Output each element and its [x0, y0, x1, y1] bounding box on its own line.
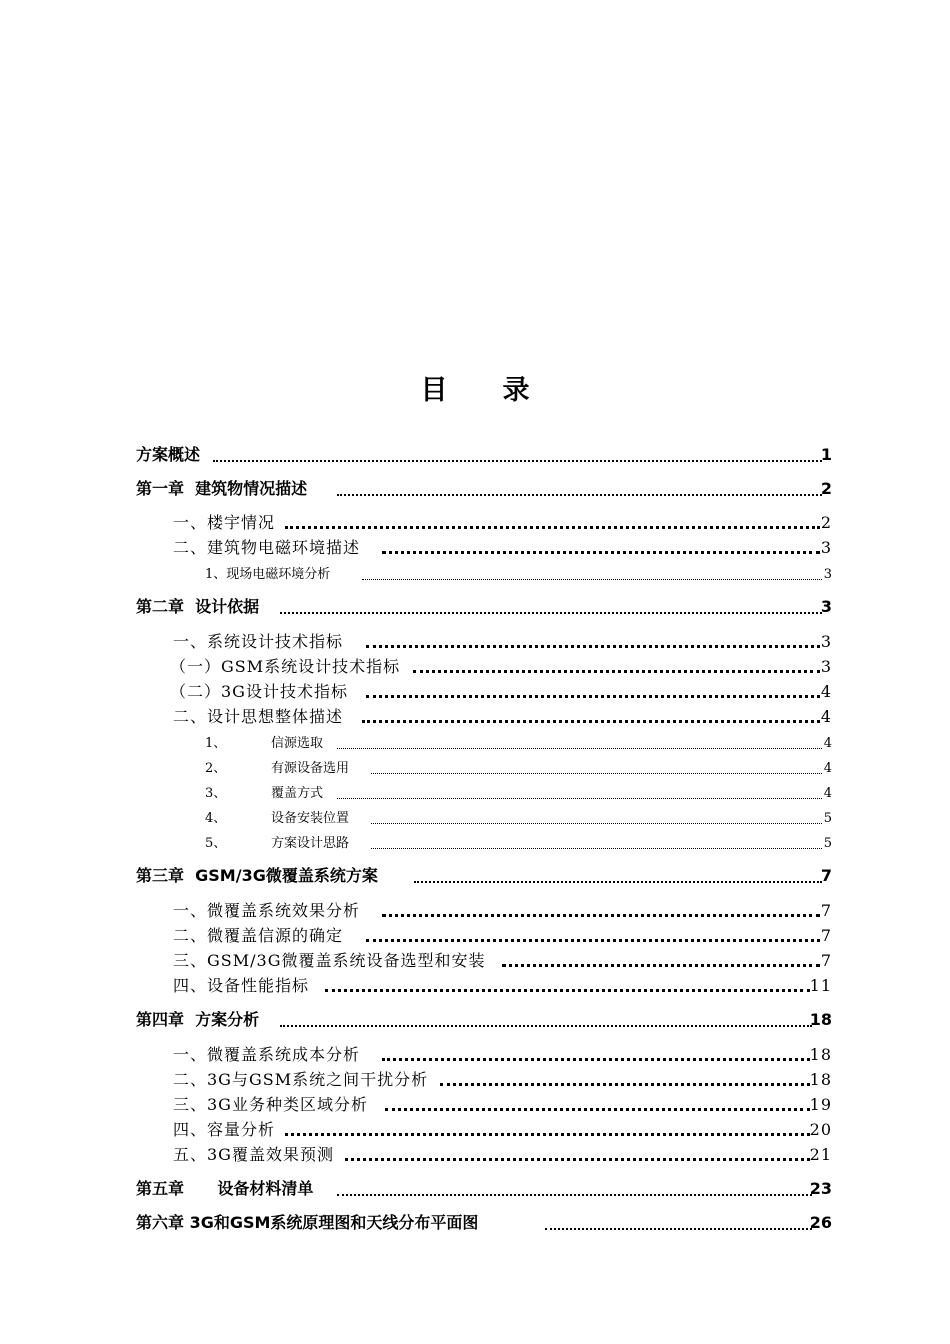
toc-leader — [362, 720, 820, 723]
toc-entry[interactable] — [0, 478, 950, 500]
toc-entry-text: 四、容量分析 — [173, 1120, 276, 1139]
toc-page-number: 5 — [823, 811, 832, 826]
toc-page-number: 3 — [820, 632, 832, 651]
toc-page-number: 18 — [809, 1070, 832, 1089]
toc-page-number: 18 — [809, 1045, 832, 1064]
toc-page-number: 3 — [823, 567, 832, 582]
toc-entry-text: 方案设计思路 — [271, 836, 350, 851]
toc-entry-text: 第六章 3G和GSM系统原理图和天线分布平面图 — [136, 1213, 479, 1232]
toc-leader — [371, 823, 822, 824]
toc-leader — [337, 1194, 812, 1196]
toc-entry[interactable] — [0, 831, 950, 853]
toc-leader — [502, 964, 820, 967]
toc-entry[interactable] — [0, 1044, 950, 1066]
toc-page-number: 7 — [820, 926, 832, 945]
toc-leader — [371, 773, 822, 774]
toc-entry-text: 二、设计思想整体描述 — [173, 707, 344, 726]
toc-leader — [382, 914, 820, 917]
toc-entry[interactable] — [0, 1094, 950, 1116]
toc-leader — [371, 848, 822, 849]
toc-entry-text: 方案概述 — [136, 445, 201, 464]
toc-entry[interactable] — [0, 631, 950, 653]
toc-entry[interactable] — [0, 756, 950, 778]
toc-entry[interactable] — [0, 681, 950, 703]
toc-leader — [382, 1058, 810, 1061]
toc-entry-text: 一、微覆盖系统效果分析 — [173, 901, 361, 920]
toc-page-number: 23 — [809, 1179, 832, 1198]
toc-entry[interactable] — [0, 512, 950, 534]
toc-leader — [366, 645, 820, 648]
toc-entry-text: 第三章 GSM/3G微覆盖系统方案 — [136, 866, 378, 885]
toc-entry-text: 第五章 设备材料清单 — [136, 1179, 314, 1198]
toc-page-number: 4 — [823, 786, 832, 801]
toc-page-number: 7 — [820, 866, 832, 885]
toc-page-number: 4 — [820, 707, 832, 726]
toc-entry-text: 一、微覆盖系统成本分析 — [173, 1045, 361, 1064]
toc-page-number: 20 — [809, 1120, 832, 1139]
toc-page-number: 2 — [820, 513, 832, 532]
toc-entry-text: 设备安装位置 — [271, 811, 350, 826]
toc-entry-number: 5、 — [205, 836, 227, 851]
toc-leader — [362, 579, 822, 580]
toc-leader — [337, 798, 822, 799]
toc-entry-text: 1、现场电磁环境分析 — [205, 567, 331, 582]
toc-page-number: 11 — [809, 976, 832, 995]
toc-entry[interactable] — [0, 656, 950, 678]
toc-entry-text: 四、设备性能指标 — [173, 976, 310, 995]
toc-entry[interactable] — [0, 900, 950, 922]
toc-page-number: 1 — [820, 445, 832, 464]
toc-entry-text: （一）GSM系统设计技术指标 — [170, 657, 401, 676]
toc-entry[interactable] — [0, 1119, 950, 1141]
toc-leader — [325, 989, 810, 992]
toc-leader — [345, 1158, 810, 1161]
toc-entry-number: 2、 — [205, 761, 227, 776]
toc-entry-text: （二）3G设计技术指标 — [170, 682, 348, 701]
toc-entry-text: 第四章 方案分析 — [136, 1010, 260, 1029]
toc-leader — [440, 1083, 810, 1086]
toc-entry[interactable] — [0, 1178, 950, 1200]
toc-page-number: 19 — [809, 1095, 832, 1114]
toc-entry-text: 覆盖方式 — [271, 786, 324, 801]
toc-leader — [366, 939, 820, 942]
toc-entry[interactable] — [0, 596, 950, 618]
toc-entry[interactable] — [0, 706, 950, 728]
toc-page-number: 7 — [820, 901, 832, 920]
toc-entry-text: 二、微覆盖信源的确定 — [173, 926, 344, 945]
toc-entry[interactable] — [0, 950, 950, 972]
toc-page-number: 26 — [809, 1213, 832, 1232]
toc-entry-text: 一、楼宇情况 — [173, 513, 276, 532]
toc-entry[interactable] — [0, 925, 950, 947]
toc-entry[interactable] — [0, 1144, 950, 1166]
toc-page-number: 18 — [809, 1010, 832, 1029]
toc-entry[interactable] — [0, 444, 950, 466]
toc-page-number: 7 — [820, 951, 832, 970]
toc-page-number: 3 — [820, 597, 832, 616]
toc-entry-number: 3、 — [205, 786, 227, 801]
toc-leader — [213, 460, 822, 462]
page-title: 目录 — [420, 375, 585, 406]
toc-page-number: 4 — [823, 761, 832, 776]
toc-leader — [280, 1025, 812, 1027]
toc-page-number: 3 — [820, 657, 832, 676]
toc-entry-text: 一、系统设计技术指标 — [173, 632, 344, 651]
toc-entry-text: 第一章 建筑物情况描述 — [136, 479, 308, 498]
toc-entry[interactable] — [0, 781, 950, 803]
toc-leader — [337, 748, 822, 749]
toc-page-number: 3 — [820, 538, 832, 557]
toc-entry-text: 三、3G业务种类区域分析 — [173, 1095, 368, 1114]
toc-entry[interactable] — [0, 562, 950, 584]
toc-leader — [385, 1108, 810, 1111]
toc-entry[interactable] — [0, 1009, 950, 1031]
toc-leader — [337, 494, 822, 496]
toc-entry-text: 三、GSM/3G微覆盖系统设备选型和安装 — [173, 951, 486, 970]
toc-leader — [545, 1228, 812, 1230]
toc-leader — [285, 526, 820, 529]
toc-leader — [382, 551, 820, 554]
toc-entry[interactable] — [0, 806, 950, 828]
toc-entry-text: 二、建筑物电磁环境描述 — [173, 538, 361, 557]
toc-entry-text: 有源设备选用 — [271, 761, 350, 776]
toc-leader — [413, 670, 820, 673]
toc-entry[interactable] — [0, 1212, 950, 1234]
toc-leader — [280, 612, 822, 614]
toc-leader — [366, 695, 820, 698]
toc-entry-text: 二、3G与GSM系统之间干扰分析 — [173, 1070, 429, 1089]
toc-entry-text: 信源选取 — [271, 736, 324, 751]
toc-entry-number: 4、 — [205, 811, 227, 826]
toc-entry[interactable] — [0, 537, 950, 559]
toc-page-number: 21 — [809, 1145, 832, 1164]
toc-leader — [285, 1133, 810, 1136]
toc-leader — [414, 881, 822, 883]
toc-entry[interactable] — [0, 731, 950, 753]
toc-page-number: 5 — [823, 836, 832, 851]
toc-entry[interactable] — [0, 1069, 950, 1091]
toc-entry[interactable] — [0, 975, 950, 997]
toc-entry[interactable] — [0, 865, 950, 887]
toc-page-number: 2 — [820, 479, 832, 498]
toc-entry-text: 五、3G覆盖效果预测 — [173, 1145, 334, 1164]
toc-entry-number: 1、 — [205, 736, 227, 751]
toc-page-number: 4 — [823, 736, 832, 751]
toc-page-number: 4 — [820, 682, 832, 701]
toc-entry-text: 第二章 设计依据 — [136, 597, 260, 616]
